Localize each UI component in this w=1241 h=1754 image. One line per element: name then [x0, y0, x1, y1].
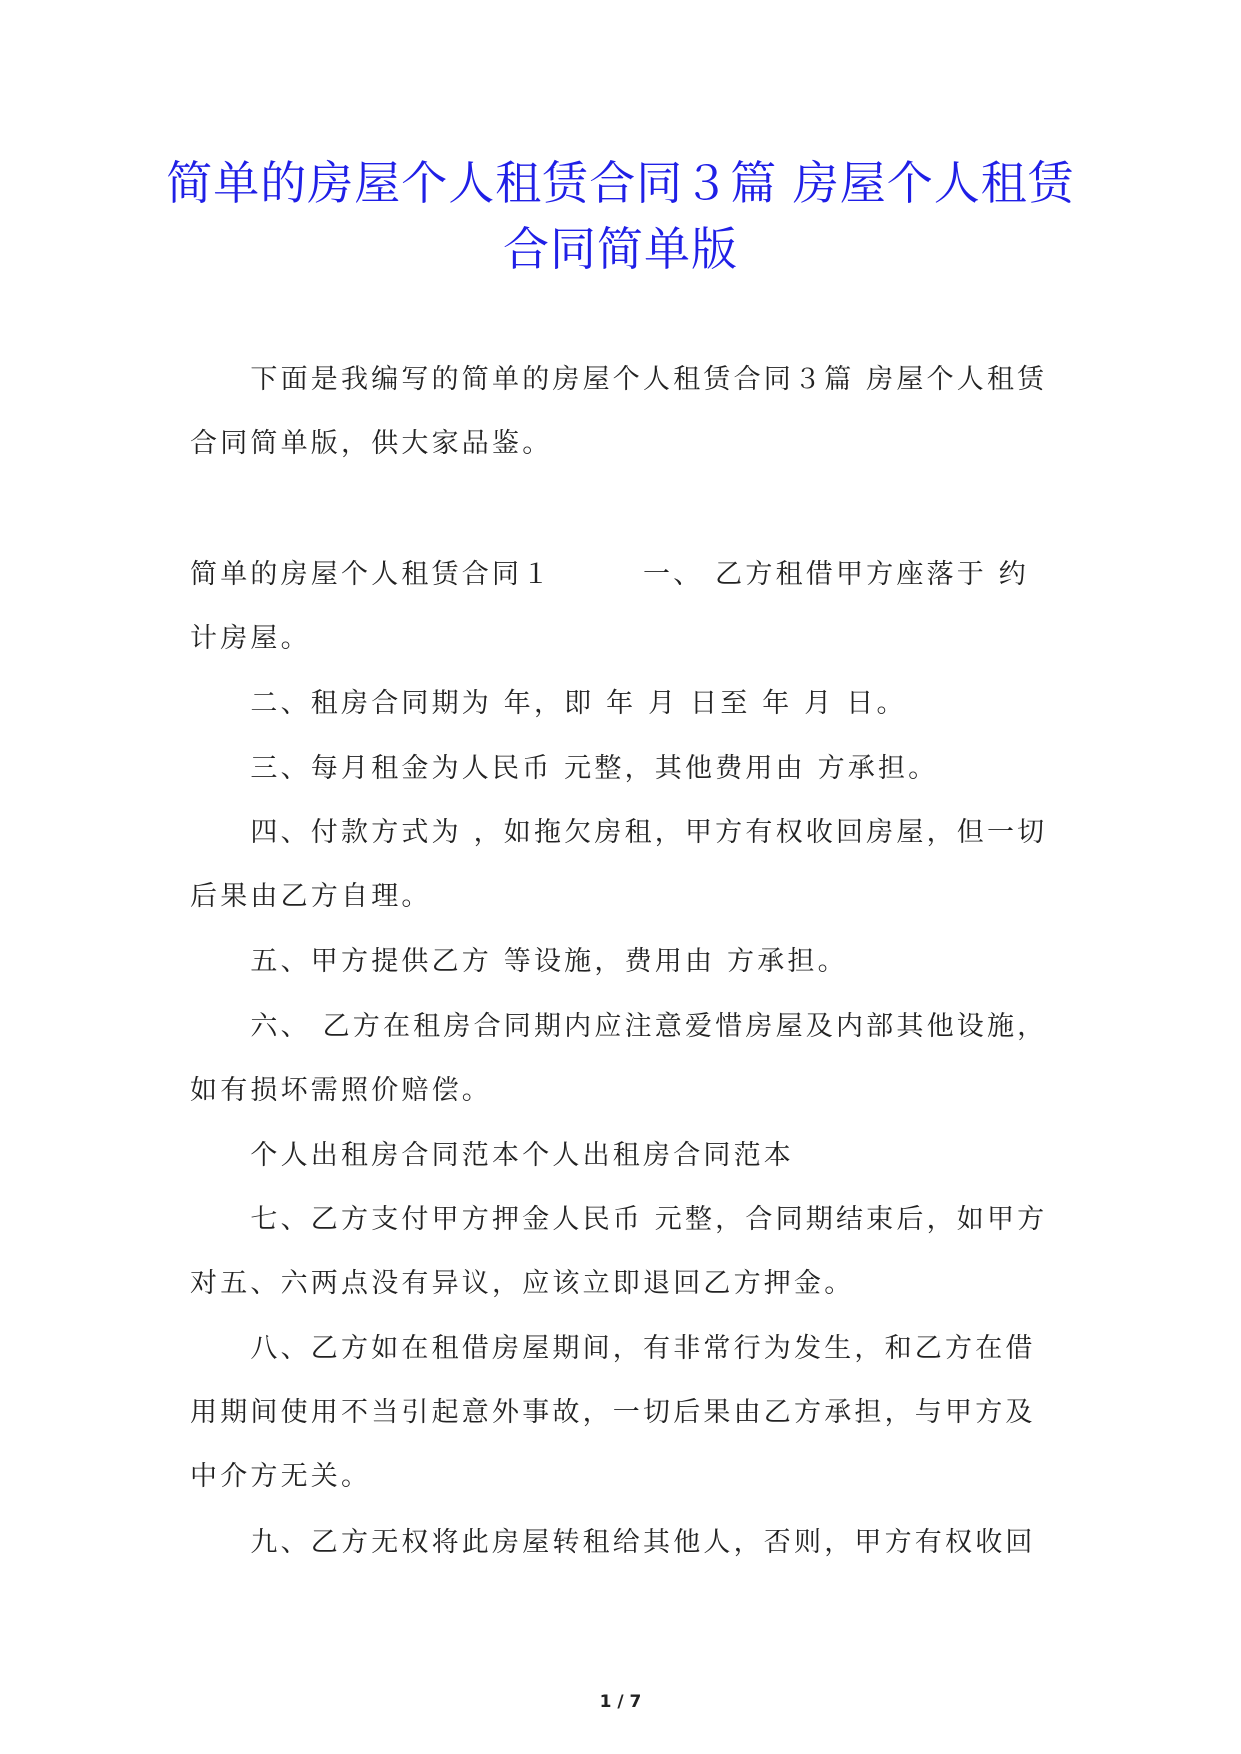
paragraph-contract-1-clause-1: 简单的房屋个人租赁合同１ 一、 乙方租借甲方座落于 约计房屋。 — [190, 559, 1029, 654]
paragraph-clause-5: 五、甲方提供乙方 等设施，费用由 方承担。 — [190, 946, 848, 977]
paragraph-clause-9: 九、乙方无权将此房屋转租给其他人，否则，甲方有权收回 — [190, 1527, 1036, 1558]
document-title: 简单的房屋个人租赁合同３篇 房屋个人租赁合同简单版 — [166, 156, 1075, 276]
paragraph-clause-4: 四、付款方式为 ，如拖欠房租，甲方有权收回房屋，但一切后果由乙方自理。 — [190, 817, 1048, 912]
paragraph-clause-2: 二、租房合同期为 年，即 年 月 日至 年 月 日。 — [190, 688, 907, 719]
paragraph-template-note: 个人出租房合同范本个人出租房合同范本 — [190, 1140, 794, 1171]
paragraph-clause-7: 七、乙方支付甲方押金人民币 元整，合同期结束后，如甲方对五、六两点没有异议，应该立即退回乙方押金。 — [190, 1204, 1048, 1299]
page-number: 1 / 7 — [599, 1692, 642, 1712]
paragraph-clause-3: 三、每月租金为人民币 元整，其他费用由 方承担。 — [190, 753, 939, 784]
intro-paragraph: 下面是我编写的简单的房屋个人租赁合同３篇 房屋个人租赁合同简单版，供大家品鉴。 — [190, 364, 1048, 459]
paragraph-clause-6: 六、 乙方在租房合同期内应注意爱惜房屋及内部其他设施，如有损坏需照价赔偿。 — [190, 1011, 1048, 1106]
paragraph-clause-8: 八、乙方如在租借房屋期间，有非常行为发生，和乙方在借用期间使用不当引起意外事故，一切后果由乙方承担，与甲方及中介方无关。 — [190, 1333, 1036, 1492]
